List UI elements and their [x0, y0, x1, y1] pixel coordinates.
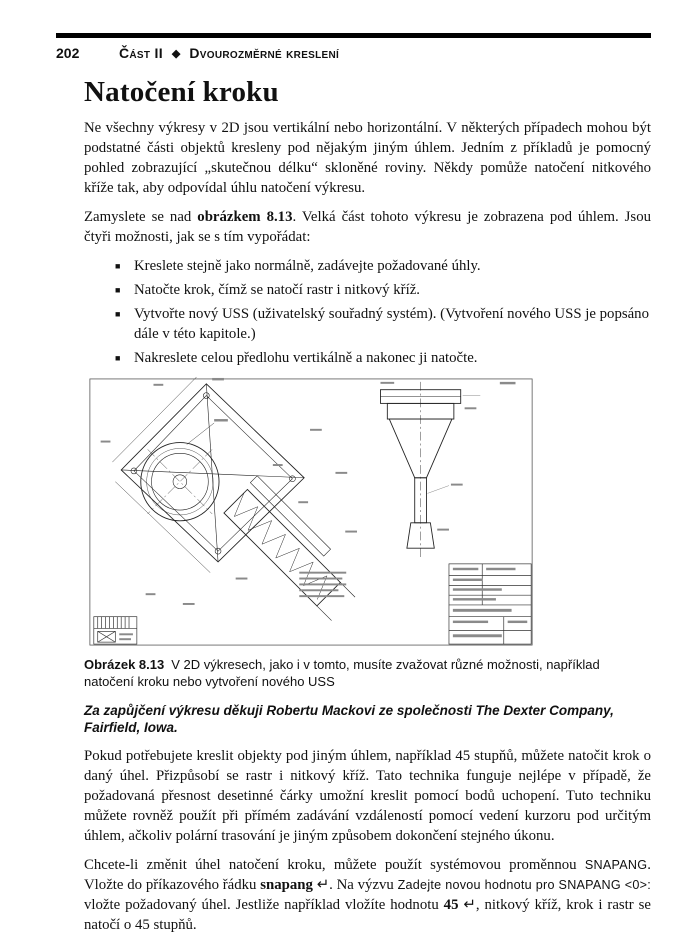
bullet-square-icon [115, 348, 134, 368]
cad-notes-block [299, 572, 346, 597]
main-column [84, 76, 651, 944]
figure-caption-text: V 2D výkresech, jako i v tomto, musíte zvažovat různé možnosti, například natočení kroku nebo vytvoření nového USS [84, 657, 600, 689]
list-item-text: Vytvořte nový USS (uživatelský souřadný systém). (Vytvoření nového USS je popsáno dále v této kapitole.) [134, 306, 649, 342]
paragraph-4: Chcete-li změnit úhel natočení kroku, můžete použít systémovou proměnnou SNAPANG. Vložte do příkazového řádku snapang ↵. Na výzvu Zadejte novou hodnotu pro SNAPANG <0>: vložte požadovaný úhel. Jestliže například vložíte hodnotu 45 ↵, nitkový kříž, krok i rastr se natočí o 45 stupňů. [84, 857, 651, 933]
figure-caption [84, 656, 651, 690]
cad-title-block [449, 564, 531, 644]
list-item [84, 256, 651, 276]
cad-drawing [84, 376, 539, 648]
list-item-text: Nakreslete celou předlohu vertikálně a nakonec ji natočte. [134, 350, 478, 366]
list-item [84, 348, 651, 368]
cad-title-block-text [453, 568, 527, 637]
bullet-square-icon [115, 256, 134, 276]
diamond-icon: ◆ [171, 48, 181, 60]
list-item-text: Natočte krok, čímž se natočí rastr i nitkový kříž. [134, 282, 420, 298]
page-header [56, 33, 651, 61]
header-row [56, 45, 651, 61]
figure-8-13 [84, 376, 539, 648]
list-item [84, 280, 651, 300]
page-number: 202 [56, 45, 80, 61]
section-title: Natočení kroku [84, 76, 279, 108]
options-list [84, 256, 651, 368]
cad-rotated-plate [112, 377, 304, 573]
cad-annotation-texts [101, 378, 516, 605]
bullet-square-icon [115, 304, 134, 344]
part-title: Dvourozměrné kreslení [189, 45, 340, 61]
paragraph-3: Pokud potřebujete kreslit objekty pod jiným úhlem, například 45 stupňů, můžete natočit krok o daný úhel. Přizpůsobí se rastr i nitkový kříž. Tato technika funguje nejlépe v případě, že požadovaná přesnost desetinné čárky umožní kreslit pomocí bodů uchopení. Tuto techniku můžete rovněž použít při přímém zadávání vzdáleností pomocí vedení kurzoru pod určitým úhlem, ačkoliv polární trasování je jiným způsobem dokončení stejného úkonu. [84, 748, 651, 844]
bullet-square-icon [115, 280, 134, 300]
cad-corner-stamp-text [119, 633, 133, 640]
cad-hatched-arm [224, 476, 355, 621]
figure-credit: Za zapůjčení výkresu děkuji Robertu Mackovi ze společnosti The Dexter Company, Fairfield, Iowa. [84, 703, 614, 735]
list-item-text: Kreslete stejně jako normálně, zadávejte požadované úhly. [134, 258, 481, 274]
paragraph-1: Ne všechny výkresy v 2D jsou vertikální nebo horizontální. V některých případech mohou být podstatné části objektů kresleny pod nějakým jiným úhlem. Jedním z příkladů je pomocný pohled zobrazující „skutečnou délku“ skloněné roviny. Někdy pomůže natočení nitkového kříže tak, aby odpovídal úhlu natočení výkresu. [84, 120, 651, 196]
part-label: Část II [119, 45, 163, 61]
paragraph-2: Zamyslete se nad obrázkem 8.13. Velká část tohoto výkresu je zobrazena pod úhlem. Jsou čtyři možnosti, jak se s tím vypořádat: [84, 209, 651, 245]
header-rule [56, 33, 651, 38]
figure-caption-label: Obrázek 8.13 [84, 657, 165, 672]
list-item [84, 304, 651, 344]
